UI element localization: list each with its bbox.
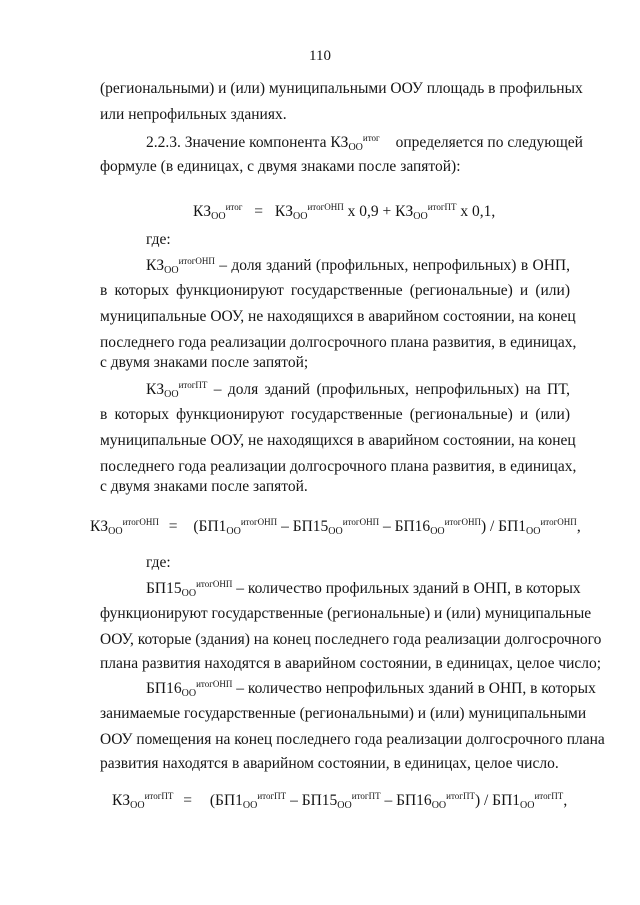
formula-term: КЗ	[146, 257, 165, 274]
definition-line	[146, 381, 570, 400]
subscript: ОО	[526, 526, 541, 537]
equals-sign: =	[168, 518, 178, 535]
formula-term: ) / БП1	[480, 518, 527, 535]
formula-term: КЗ	[274, 203, 293, 220]
definition-text: – количество непрофильных зданий в ОНП, в которых	[236, 680, 596, 697]
superscript: итогПТ	[446, 791, 475, 801]
formula-term: – БП16	[382, 518, 431, 535]
superscript: итогОНП	[240, 517, 278, 527]
superscript: итогПТ	[351, 791, 381, 801]
definition-line	[146, 679, 596, 699]
paragraph-line: с двумя знаками после запятой;	[100, 354, 309, 371]
section-2-2-3-line	[146, 134, 583, 153]
equals-sign: =	[254, 203, 264, 220]
paragraph-line: в которых функционируют государственные (региональные) и (или)	[100, 406, 570, 423]
definition-line	[146, 257, 570, 276]
paragraph-line: ООУ помещения на конец последнего года реализации долгосрочного плана	[100, 731, 605, 748]
formula-op: х 0,9 +	[347, 203, 392, 220]
paragraph-line: плана развития находятся в аварийном состоянии, в единицах, целое число;	[100, 655, 602, 672]
formula-term: (БП1	[209, 792, 243, 809]
paragraph-line: последнего года реализации долгосрочного плана развития, в единицах,	[100, 458, 577, 475]
paragraph-line: муниципальные ООУ, не находящихся в аварийном состоянии, на конец	[100, 432, 576, 449]
formula-term: БП15	[146, 580, 182, 597]
superscript: итог	[362, 133, 380, 143]
formula-term: КЗ	[193, 203, 212, 220]
subscript: ОО	[431, 800, 447, 811]
paragraph-line: муниципальные ООУ, не находящихся в аварийном состоянии, на конец	[100, 308, 576, 325]
formula-term: ) / БП1	[474, 792, 521, 809]
superscript: итогОНП	[178, 256, 215, 266]
definition-text: – количество профильных зданий в ОНП, в которых	[236, 580, 581, 597]
formula-term: БП16	[146, 680, 182, 697]
where-label: где:	[146, 554, 171, 571]
subscript: ОО	[520, 800, 535, 811]
page-number: 110	[309, 48, 331, 64]
formula-term: – БП15	[290, 792, 338, 809]
formula-term: – БП16	[384, 792, 432, 809]
superscript: итог	[225, 202, 243, 212]
definition-text: – доля зданий (профильных, непрофильных) в ОНП,	[219, 257, 570, 274]
superscript: итогОНП	[444, 517, 481, 527]
superscript: итогОНП	[342, 517, 380, 527]
superscript: итогОНП	[307, 202, 344, 212]
paragraph-line: в которых функционируют государственные (региональные) и (или)	[100, 282, 570, 299]
paragraph-line: формуле (в единицах, с двумя знаками после запятой):	[100, 158, 461, 175]
formula-op: ,	[563, 792, 568, 809]
formula-term: (БП1	[193, 518, 227, 535]
definition-line	[146, 579, 581, 599]
subscript: ОО	[108, 526, 123, 537]
formula-term: КЗ	[395, 203, 414, 220]
subscript: ОО	[211, 211, 226, 222]
where-label: где:	[146, 231, 171, 248]
equals-sign: =	[183, 792, 193, 809]
subscript: ОО	[293, 211, 308, 222]
subscript: ОО	[164, 265, 179, 276]
paragraph-line: (региональными) и (или) муниципальными ООУ площадь в профильных	[100, 80, 583, 97]
superscript: итогПТ	[257, 791, 287, 801]
superscript: итогПТ	[178, 380, 208, 390]
superscript: итогОНП	[540, 517, 577, 527]
formula-kz-itog	[193, 203, 495, 222]
formula-kz-itogpt	[112, 792, 567, 811]
paragraph-line: с двумя знаками после запятой.	[100, 478, 308, 495]
superscript: итогОНП	[122, 517, 159, 527]
paragraph-line: или непрофильных зданиях.	[100, 106, 287, 123]
section-text-tail: определяется по следующей	[395, 134, 583, 151]
formula-term: – БП15	[281, 518, 329, 535]
subscript: ОО	[337, 800, 352, 811]
paragraph-line: ООУ, которые (здания) на конец последнего года реализации долгосрочного	[100, 631, 602, 648]
paragraph-line: последнего года реализации долгосрочного плана развития, в единицах,	[100, 334, 577, 351]
subscript: ОО	[413, 211, 428, 222]
subscript: ОО	[328, 526, 343, 537]
subscript: ОО	[430, 526, 445, 537]
subscript: ОО	[164, 389, 179, 400]
formula-term: КЗ	[146, 381, 165, 398]
formula-op: х 0,1,	[460, 203, 496, 220]
definition-text: – доля зданий (профильных, непрофильных) на ПТ,	[213, 381, 570, 398]
subscript: ОО	[181, 588, 197, 599]
superscript: итогПТ	[534, 791, 564, 801]
subscript: ОО	[348, 142, 363, 153]
section-text: 2.2.3. Значение компонента КЗ	[146, 134, 349, 151]
superscript: итогПТ	[427, 202, 457, 212]
subscript: ОО	[226, 526, 241, 537]
paragraph-line: занимаемые государственные (региональными) и (или) муниципальными	[100, 705, 587, 722]
paragraph-line: функционируют государственные (региональные) и (или) муниципальные	[100, 605, 592, 622]
subscript: ОО	[130, 800, 145, 811]
formula-term: КЗ	[112, 792, 131, 809]
superscript: итогОНП	[196, 579, 233, 589]
subscript: ОО	[242, 800, 258, 811]
superscript: итогОНП	[196, 679, 233, 689]
formula-term: КЗ	[90, 518, 109, 535]
formula-op: ,	[576, 518, 581, 535]
superscript: итогПТ	[144, 791, 174, 801]
formula-kz-itogonp	[90, 518, 581, 537]
paragraph-line: развития находятся в аварийном состоянии, в единицах, целое число.	[100, 755, 559, 772]
subscript: ОО	[181, 688, 197, 699]
